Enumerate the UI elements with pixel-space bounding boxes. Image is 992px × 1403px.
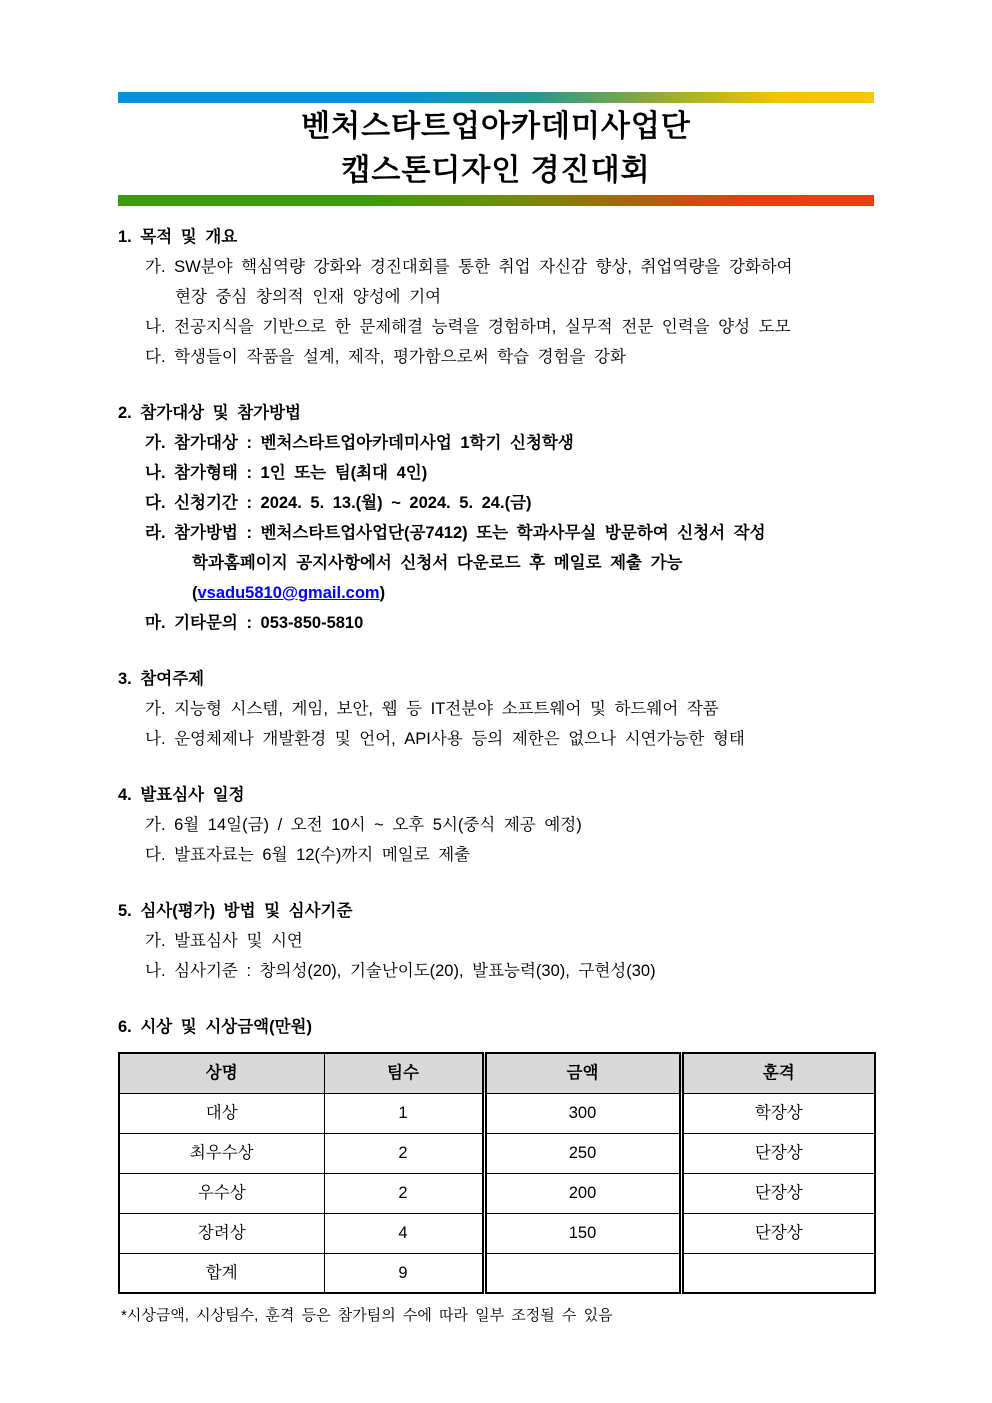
list-item: 다. 발표자료는 6월 12(수)까지 메일로 제출 [145, 846, 471, 864]
table-row [119, 1213, 875, 1253]
cell-award-name: 최우수상 [119, 1133, 324, 1173]
list-item-wrapped: 현장 중심 창의적 인재 양성에 기여 [175, 288, 442, 306]
table-row [119, 1173, 875, 1213]
award-footnote: *시상금액, 시상팀수, 훈격 등은 참가팀의 수에 따라 일부 조정될 수 있음 [121, 1307, 613, 1324]
cell-award-name: 우수상 [119, 1173, 324, 1213]
list-item: 가. 참가대상 : 벤처스타트업아카데미사업 1학기 신청학생 [145, 434, 574, 452]
cell-award-grade: 단장상 [681, 1173, 875, 1213]
cell-award-name: 합계 [119, 1253, 324, 1293]
title-bottom-gradient-bar [118, 195, 874, 206]
cell-award-name: 장려상 [119, 1213, 324, 1253]
award-table [118, 1052, 876, 1294]
section-schedule [118, 780, 874, 870]
award-table-header-row [119, 1053, 875, 1093]
list-item: 다. 신청기간 : 2024. 5. 13.(월) ~ 2024. 5. 24.(금) [145, 494, 532, 512]
list-item: 가. 지능형 시스템, 게임, 보안, 웹 등 IT전분야 소프트웨어 및 하드웨어 작품 [145, 700, 719, 718]
table-row-total [119, 1253, 875, 1293]
section-evaluation [118, 896, 874, 986]
cell-award-grade [681, 1253, 875, 1293]
cell-prize-amount: 250 [484, 1133, 681, 1173]
list-item-continuation [118, 548, 874, 608]
col-header-award-grade: 훈격 [681, 1053, 875, 1093]
section-awards [118, 1012, 874, 1328]
continuation-text: 학과홈페이지 공지사항에서 신청서 다운로드 후 메일로 제출 가능( [192, 554, 683, 602]
cell-prize-amount: 150 [484, 1213, 681, 1253]
section-awards-heading: 6. 시상 및 시상금액(만원) [118, 1018, 312, 1036]
col-header-team-count: 팀수 [324, 1053, 484, 1093]
list-item: 라. 참가방법 : 벤처스타트업사업단(공7412) 또는 학과사무실 방문하여 신청서 작성 [145, 524, 766, 542]
title-top-gradient-bar [118, 92, 874, 103]
document-title-line2: 캡스톤디자인 경진대회 [341, 154, 651, 187]
cell-team-count: 2 [324, 1173, 484, 1213]
cell-award-grade: 단장상 [681, 1133, 875, 1173]
list-item: 가. SW분야 핵심역량 강화와 경진대회를 통한 취업 자신감 향상, 취업역량을 강화하여 [145, 258, 793, 276]
continuation-suffix: ) [379, 584, 386, 602]
list-item: 나. 운영체제나 개발환경 및 언어, API사용 등의 제한은 없으나 시연가능한 형태 [145, 730, 745, 748]
cell-award-name: 대상 [119, 1093, 324, 1133]
section-topics-heading: 3. 참여주제 [118, 670, 205, 688]
cell-team-count: 2 [324, 1133, 484, 1173]
cell-prize-amount: 300 [484, 1093, 681, 1133]
section-schedule-heading: 4. 발표심사 일정 [118, 786, 245, 804]
section-participation-heading: 2. 참가대상 및 참가방법 [118, 404, 301, 422]
document-body [118, 222, 874, 1328]
section-topics [118, 664, 874, 754]
cell-team-count: 1 [324, 1093, 484, 1133]
document-page [118, 92, 874, 1354]
document-title-block [118, 103, 874, 195]
list-item: 나. 전공지식을 기반으로 한 문제해결 능력을 경험하며, 실무적 전문 인력을 양성 도모 [145, 318, 791, 336]
list-item: 가. 6월 14일(금) / 오전 10시 ~ 오후 5시(중식 제공 예정) [145, 816, 582, 834]
cell-award-grade: 학장상 [681, 1093, 875, 1133]
section-participation [118, 398, 874, 638]
list-item: 다. 학생들이 작품을 설계, 제작, 평가함으로써 학습 경험을 강화 [145, 348, 626, 366]
cell-prize-amount: 200 [484, 1173, 681, 1213]
list-item: 나. 심사기준 : 창의성(20), 기술난이도(20), 발표능력(30), 구현성(30) [145, 962, 656, 980]
list-item: 가. 발표심사 및 시연 [145, 932, 303, 950]
cell-prize-amount [484, 1253, 681, 1293]
table-row [119, 1093, 875, 1133]
list-item: 마. 기타문의 : 053-850-5810 [145, 614, 364, 632]
section-purpose-heading: 1. 목적 및 개요 [118, 228, 238, 246]
email-link[interactable]: vsadu5810@gmail.com [197, 584, 380, 602]
cell-team-count: 4 [324, 1213, 484, 1253]
list-item: 나. 참가형태 : 1인 또는 팀(최대 4인) [145, 464, 428, 482]
cell-award-grade: 단장상 [681, 1213, 875, 1253]
section-purpose [118, 222, 874, 372]
section-evaluation-heading: 5. 심사(평가) 방법 및 심사기준 [118, 902, 353, 920]
cell-team-count: 9 [324, 1253, 484, 1293]
col-header-award-name: 상명 [119, 1053, 324, 1093]
col-header-prize-amount: 금액 [484, 1053, 681, 1093]
table-row [119, 1133, 875, 1173]
document-title-line1: 벤처스타트업아카데미사업단 [301, 110, 691, 143]
